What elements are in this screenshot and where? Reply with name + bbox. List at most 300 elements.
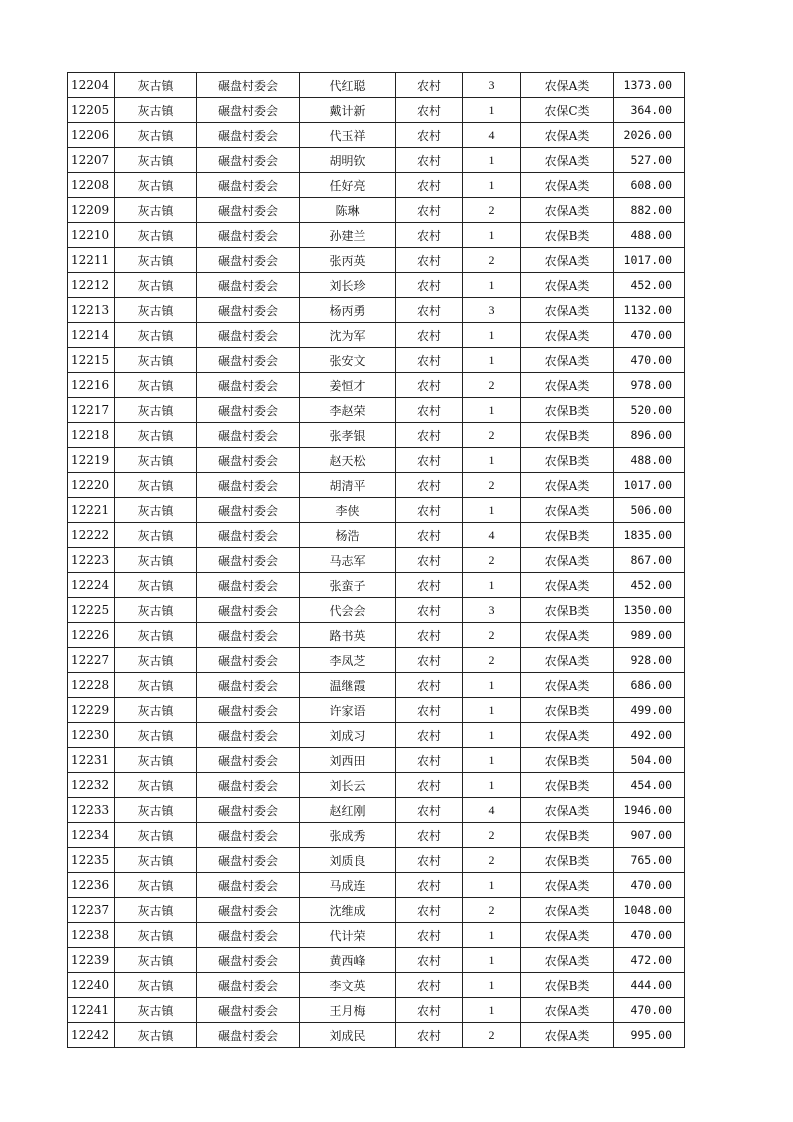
table-row [68,698,685,723]
cell-record-id: 12216 [68,373,115,398]
cell-insurance-category: 农保A类 [521,323,614,348]
table-row [68,323,685,348]
cell-amount: 364.00 [614,98,685,123]
cell-township: 灰古镇 [115,98,197,123]
cell-person-name: 刘成习 [300,723,396,748]
cell-record-id: 12213 [68,298,115,323]
cell-record-id: 12223 [68,548,115,573]
cell-residence-type: 农村 [396,923,463,948]
cell-amount: 1132.00 [614,298,685,323]
cell-amount: 1350.00 [614,598,685,623]
cell-amount: 470.00 [614,348,685,373]
cell-insurance-category: 农保B类 [521,398,614,423]
cell-record-id: 12230 [68,723,115,748]
cell-person-name: 沈维成 [300,898,396,923]
cell-village-committee: 碾盘村委会 [197,298,300,323]
cell-person-name: 刘长云 [300,773,396,798]
table-row [68,123,685,148]
cell-residence-type: 农村 [396,598,463,623]
cell-village-committee: 碾盘村委会 [197,548,300,573]
cell-household-count: 1 [463,773,521,798]
cell-township: 灰古镇 [115,998,197,1023]
table-row [68,673,685,698]
cell-residence-type: 农村 [396,998,463,1023]
cell-record-id: 12233 [68,798,115,823]
cell-record-id: 12221 [68,498,115,523]
cell-township: 灰古镇 [115,548,197,573]
table-row [68,748,685,773]
cell-household-count: 2 [463,823,521,848]
cell-residence-type: 农村 [396,948,463,973]
cell-village-committee: 碾盘村委会 [197,323,300,348]
cell-village-committee: 碾盘村委会 [197,748,300,773]
cell-insurance-category: 农保B类 [521,773,614,798]
cell-household-count: 1 [463,273,521,298]
cell-record-id: 12242 [68,1023,115,1048]
cell-village-committee: 碾盘村委会 [197,898,300,923]
cell-insurance-category: 农保A类 [521,273,614,298]
cell-amount: 978.00 [614,373,685,398]
cell-record-id: 12215 [68,348,115,373]
cell-amount: 454.00 [614,773,685,798]
cell-village-committee: 碾盘村委会 [197,873,300,898]
cell-amount: 989.00 [614,623,685,648]
table-row [68,223,685,248]
cell-village-committee: 碾盘村委会 [197,448,300,473]
cell-residence-type: 农村 [396,298,463,323]
cell-amount: 444.00 [614,973,685,998]
cell-amount: 452.00 [614,573,685,598]
cell-amount: 499.00 [614,698,685,723]
cell-insurance-category: 农保A类 [521,723,614,748]
cell-record-id: 12206 [68,123,115,148]
cell-person-name: 赵天松 [300,448,396,473]
cell-village-committee: 碾盘村委会 [197,948,300,973]
cell-person-name: 李侠 [300,498,396,523]
cell-household-count: 1 [463,148,521,173]
cell-residence-type: 农村 [396,98,463,123]
cell-residence-type: 农村 [396,148,463,173]
cell-record-id: 12236 [68,873,115,898]
table-row [68,973,685,998]
table-row [68,648,685,673]
cell-person-name: 杨浩 [300,523,396,548]
cell-amount: 1017.00 [614,473,685,498]
cell-residence-type: 农村 [396,748,463,773]
table-row [68,173,685,198]
table-body [68,73,685,1048]
cell-person-name: 代玉祥 [300,123,396,148]
cell-household-count: 2 [463,248,521,273]
cell-insurance-category: 农保A类 [521,1023,614,1048]
cell-person-name: 马成连 [300,873,396,898]
cell-insurance-category: 农保A类 [521,473,614,498]
table-row [68,898,685,923]
cell-village-committee: 碾盘村委会 [197,123,300,148]
cell-record-id: 12235 [68,848,115,873]
cell-person-name: 刘成民 [300,1023,396,1048]
cell-household-count: 4 [463,798,521,823]
table-row [68,273,685,298]
cell-insurance-category: 农保A类 [521,248,614,273]
cell-record-id: 12234 [68,823,115,848]
table-row [68,198,685,223]
cell-person-name: 代计荣 [300,923,396,948]
cell-person-name: 张蛮子 [300,573,396,598]
cell-township: 灰古镇 [115,1023,197,1048]
cell-household-count: 1 [463,498,521,523]
cell-person-name: 杨丙勇 [300,298,396,323]
table-row [68,823,685,848]
cell-residence-type: 农村 [396,498,463,523]
table-row [68,248,685,273]
cell-township: 灰古镇 [115,373,197,398]
cell-village-committee: 碾盘村委会 [197,923,300,948]
table-row [68,423,685,448]
cell-township: 灰古镇 [115,573,197,598]
table-row [68,98,685,123]
cell-insurance-category: 农保B类 [521,698,614,723]
cell-township: 灰古镇 [115,748,197,773]
cell-township: 灰古镇 [115,498,197,523]
table-row [68,373,685,398]
cell-township: 灰古镇 [115,948,197,973]
cell-residence-type: 农村 [396,123,463,148]
cell-household-count: 1 [463,348,521,373]
cell-record-id: 12214 [68,323,115,348]
cell-amount: 896.00 [614,423,685,448]
cell-household-count: 1 [463,748,521,773]
cell-village-committee: 碾盘村委会 [197,848,300,873]
cell-household-count: 1 [463,998,521,1023]
cell-residence-type: 农村 [396,648,463,673]
cell-village-committee: 碾盘村委会 [197,473,300,498]
cell-household-count: 1 [463,673,521,698]
cell-household-count: 2 [463,548,521,573]
cell-record-id: 12231 [68,748,115,773]
cell-person-name: 张安文 [300,348,396,373]
cell-township: 灰古镇 [115,623,197,648]
table-row [68,448,685,473]
cell-person-name: 李赵荣 [300,398,396,423]
cell-amount: 995.00 [614,1023,685,1048]
cell-insurance-category: 农保A类 [521,123,614,148]
cell-insurance-category: 农保A类 [521,898,614,923]
cell-residence-type: 农村 [396,823,463,848]
cell-township: 灰古镇 [115,773,197,798]
cell-person-name: 代会会 [300,598,396,623]
table-row [68,998,685,1023]
cell-township: 灰古镇 [115,248,197,273]
cell-residence-type: 农村 [396,323,463,348]
table-row [68,848,685,873]
cell-household-count: 2 [463,623,521,648]
table-row [68,623,685,648]
cell-person-name: 王月梅 [300,998,396,1023]
cell-record-id: 12240 [68,973,115,998]
cell-residence-type: 农村 [396,623,463,648]
cell-person-name: 孙建兰 [300,223,396,248]
cell-township: 灰古镇 [115,298,197,323]
cell-person-name: 李文英 [300,973,396,998]
cell-village-committee: 碾盘村委会 [197,1023,300,1048]
cell-record-id: 12222 [68,523,115,548]
cell-person-name: 赵红刚 [300,798,396,823]
cell-person-name: 胡明钦 [300,148,396,173]
cell-household-count: 1 [463,98,521,123]
table-row [68,773,685,798]
cell-township: 灰古镇 [115,673,197,698]
cell-township: 灰古镇 [115,923,197,948]
cell-person-name: 刘长珍 [300,273,396,298]
cell-amount: 527.00 [614,148,685,173]
cell-amount: 470.00 [614,998,685,1023]
table-row [68,873,685,898]
cell-township: 灰古镇 [115,348,197,373]
cell-village-committee: 碾盘村委会 [197,423,300,448]
cell-insurance-category: 农保B类 [521,848,614,873]
cell-household-count: 1 [463,323,521,348]
cell-village-committee: 碾盘村委会 [197,173,300,198]
cell-household-count: 2 [463,648,521,673]
cell-village-committee: 碾盘村委会 [197,573,300,598]
cell-household-count: 1 [463,698,521,723]
cell-household-count: 1 [463,573,521,598]
cell-person-name: 代红聪 [300,73,396,98]
cell-residence-type: 农村 [396,798,463,823]
cell-township: 灰古镇 [115,848,197,873]
cell-township: 灰古镇 [115,273,197,298]
cell-person-name: 姜恒才 [300,373,396,398]
cell-insurance-category: 农保A类 [521,798,614,823]
cell-village-committee: 碾盘村委会 [197,398,300,423]
cell-insurance-category: 农保A类 [521,623,614,648]
cell-residence-type: 农村 [396,773,463,798]
cell-residence-type: 农村 [396,1023,463,1048]
cell-amount: 488.00 [614,448,685,473]
cell-person-name: 胡清平 [300,473,396,498]
cell-township: 灰古镇 [115,523,197,548]
table-row [68,798,685,823]
cell-insurance-category: 农保A类 [521,298,614,323]
cell-insurance-category: 农保A类 [521,498,614,523]
cell-residence-type: 农村 [396,373,463,398]
cell-household-count: 4 [463,123,521,148]
cell-person-name: 马志军 [300,548,396,573]
cell-township: 灰古镇 [115,873,197,898]
cell-township: 灰古镇 [115,423,197,448]
cell-amount: 882.00 [614,198,685,223]
cell-record-id: 12219 [68,448,115,473]
cell-amount: 765.00 [614,848,685,873]
cell-household-count: 3 [463,73,521,98]
cell-amount: 1017.00 [614,248,685,273]
cell-household-count: 1 [463,948,521,973]
cell-insurance-category: 农保A类 [521,73,614,98]
cell-record-id: 12237 [68,898,115,923]
cell-record-id: 12226 [68,623,115,648]
cell-village-committee: 碾盘村委会 [197,773,300,798]
cell-amount: 470.00 [614,923,685,948]
cell-household-count: 1 [463,973,521,998]
cell-record-id: 12217 [68,398,115,423]
table-row [68,948,685,973]
cell-township: 灰古镇 [115,598,197,623]
cell-township: 灰古镇 [115,223,197,248]
cell-township: 灰古镇 [115,123,197,148]
cell-township: 灰古镇 [115,798,197,823]
cell-village-committee: 碾盘村委会 [197,648,300,673]
cell-residence-type: 农村 [396,198,463,223]
cell-village-committee: 碾盘村委会 [197,148,300,173]
cell-residence-type: 农村 [396,673,463,698]
cell-record-id: 12218 [68,423,115,448]
table-row [68,548,685,573]
cell-residence-type: 农村 [396,973,463,998]
cell-amount: 686.00 [614,673,685,698]
cell-record-id: 12210 [68,223,115,248]
table-row [68,1023,685,1048]
cell-residence-type: 农村 [396,173,463,198]
cell-village-committee: 碾盘村委会 [197,373,300,398]
cell-person-name: 温继霞 [300,673,396,698]
cell-township: 灰古镇 [115,648,197,673]
cell-record-id: 12228 [68,673,115,698]
cell-insurance-category: 农保A类 [521,148,614,173]
cell-household-count: 1 [463,448,521,473]
cell-amount: 470.00 [614,873,685,898]
cell-amount: 452.00 [614,273,685,298]
cell-village-committee: 碾盘村委会 [197,198,300,223]
cell-person-name: 刘西田 [300,748,396,773]
cell-person-name: 戴计新 [300,98,396,123]
cell-township: 灰古镇 [115,448,197,473]
cell-village-committee: 碾盘村委会 [197,348,300,373]
cell-township: 灰古镇 [115,73,197,98]
cell-household-count: 3 [463,598,521,623]
table-row [68,473,685,498]
cell-insurance-category: 农保B类 [521,423,614,448]
cell-record-id: 12241 [68,998,115,1023]
cell-person-name: 任好亮 [300,173,396,198]
cell-household-count: 2 [463,1023,521,1048]
cell-residence-type: 农村 [396,223,463,248]
cell-person-name: 张丙英 [300,248,396,273]
cell-residence-type: 农村 [396,723,463,748]
cell-residence-type: 农村 [396,473,463,498]
cell-township: 灰古镇 [115,698,197,723]
cell-amount: 504.00 [614,748,685,773]
cell-insurance-category: 农保B类 [521,448,614,473]
cell-household-count: 1 [463,173,521,198]
cell-household-count: 2 [463,423,521,448]
cell-insurance-category: 农保A类 [521,173,614,198]
cell-insurance-category: 农保A类 [521,548,614,573]
cell-person-name: 路书英 [300,623,396,648]
table-row [68,398,685,423]
cell-household-count: 2 [463,473,521,498]
cell-record-id: 12212 [68,273,115,298]
cell-amount: 470.00 [614,323,685,348]
cell-record-id: 12225 [68,598,115,623]
cell-insurance-category: 农保A类 [521,873,614,898]
cell-village-committee: 碾盘村委会 [197,998,300,1023]
cell-insurance-category: 农保B类 [521,748,614,773]
cell-insurance-category: 农保B类 [521,598,614,623]
cell-household-count: 2 [463,848,521,873]
cell-residence-type: 农村 [396,548,463,573]
table-row [68,348,685,373]
cell-household-count: 1 [463,923,521,948]
cell-household-count: 2 [463,898,521,923]
cell-amount: 1946.00 [614,798,685,823]
cell-household-count: 1 [463,398,521,423]
cell-residence-type: 农村 [396,348,463,373]
cell-insurance-category: 农保A类 [521,673,614,698]
cell-village-committee: 碾盘村委会 [197,623,300,648]
cell-household-count: 1 [463,223,521,248]
table-row [68,523,685,548]
table-row [68,573,685,598]
cell-record-id: 12211 [68,248,115,273]
cell-person-name: 张孝银 [300,423,396,448]
cell-residence-type: 农村 [396,873,463,898]
cell-village-committee: 碾盘村委会 [197,98,300,123]
cell-insurance-category: 农保A类 [521,373,614,398]
data-table [67,72,685,1048]
table-row [68,73,685,98]
cell-township: 灰古镇 [115,823,197,848]
cell-insurance-category: 农保B类 [521,823,614,848]
table-row [68,923,685,948]
cell-amount: 608.00 [614,173,685,198]
cell-amount: 1373.00 [614,73,685,98]
cell-township: 灰古镇 [115,473,197,498]
cell-amount: 907.00 [614,823,685,848]
cell-residence-type: 农村 [396,523,463,548]
cell-person-name: 黄西峰 [300,948,396,973]
cell-residence-type: 农村 [396,273,463,298]
cell-township: 灰古镇 [115,323,197,348]
cell-township: 灰古镇 [115,173,197,198]
cell-amount: 506.00 [614,498,685,523]
table-row [68,498,685,523]
cell-record-id: 12227 [68,648,115,673]
cell-amount: 867.00 [614,548,685,573]
cell-insurance-category: 农保A类 [521,573,614,598]
cell-residence-type: 农村 [396,848,463,873]
cell-village-committee: 碾盘村委会 [197,73,300,98]
cell-person-name: 张成秀 [300,823,396,848]
cell-amount: 1048.00 [614,898,685,923]
cell-amount: 520.00 [614,398,685,423]
cell-insurance-category: 农保A类 [521,923,614,948]
cell-residence-type: 农村 [396,423,463,448]
cell-township: 灰古镇 [115,973,197,998]
cell-township: 灰古镇 [115,198,197,223]
cell-township: 灰古镇 [115,898,197,923]
cell-amount: 2026.00 [614,123,685,148]
cell-residence-type: 农村 [396,248,463,273]
cell-residence-type: 农村 [396,698,463,723]
cell-person-name: 刘质良 [300,848,396,873]
cell-residence-type: 农村 [396,573,463,598]
cell-record-id: 12208 [68,173,115,198]
table-row [68,148,685,173]
cell-village-committee: 碾盘村委会 [197,273,300,298]
cell-village-committee: 碾盘村委会 [197,523,300,548]
cell-record-id: 12220 [68,473,115,498]
